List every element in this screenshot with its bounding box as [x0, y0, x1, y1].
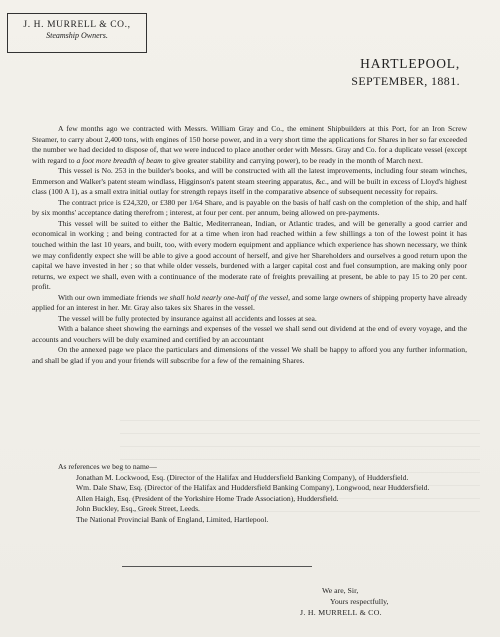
letter-body [32, 124, 467, 367]
dateline-place: HARTLEPOOL, [360, 56, 460, 71]
reference-item: Allen Haigh, Esq. (President of the Yorkshire Home Trade Association), Huddersfield. [76, 493, 339, 503]
reference-item: The National Provincial Bank of England, Limited, Hartlepool. [76, 514, 269, 524]
emphasis-half: we shall hold nearly one-half of the vessel, [159, 292, 291, 302]
reference-item: Wm. Dale Shaw, Esq. (Director of the Halifax and Huddersfield Banking Company), Longwood, near Huddersfield. [76, 483, 430, 493]
paragraph-trades: This vessel will be suited to either the Baltic, Mediterranean, Indian, or Atlantic trades, and will be generally a good carrier and economical in working ; and being contracted for at a time when iron had reached within a few shillings a ton of the lowest point it has touched within the last 10 years, and built, too, with every modern equipment and appliance which experience has shown necessary, we think we may confidently expect she will be able to give a good account of herself, and give her Shareholders and ourselves a good return upon the capital we have invested in her ; so that while older vessels, burdened with a larger capital cost and fuel consumption, are making only poor returns, we expect we shall, even with a continuance of the moderate rate of freights prevailing at present, be able to pay 15 to 20 per cent. profit. [32, 218, 467, 292]
firm-name: J. H. MURRELL & CO., [23, 20, 131, 30]
paragraph-balance: With a balance sheet showing the earnings and expenses of the vessel we shall send out dividend at the end of every voyage, and the accounts and vouchers will be duly examined and certified by an accountant [32, 324, 467, 344]
closing-block [300, 585, 480, 618]
firm-subtitle: Steamship Owners. [46, 31, 108, 40]
references-intro: As references we beg to name— [58, 462, 157, 471]
paragraph-price: The contract price is £24,320, or £380 per 1/64 Share, and is payable on the basis of half cash on the completion of the ship, and half by six months' acceptance dating therefrom ; interest, at four per cent. per annum, being allowed on pre-payments. [32, 197, 467, 218]
reference-item: John Buckley, Esq., Greek Street, Leeds. [76, 504, 200, 514]
closing-salutation: We are, Sir, [322, 586, 359, 595]
paragraph-contract: A few months ago we contracted with Messrs. William Gray and Co., the eminent Shipbuilders at this Port, for an Iron Screw Steamer, to carry about 2,400 tons, with engines of 150 horse power, and in a very short time the applications for Shares in her so far exceeded the number we had decided to dispose of, that we were induced to place another order with Messrs. Gray and Co. for a duplicate vessel (except with regard to a foot more breadth of beam to give greater stability and carrying power), to be ready in the month of March next. [32, 124, 467, 165]
paragraph-construction: This vessel is No. 253 in the builder's books, and will be constructed with all the latest improvements, including four steam winches, Emmerson and Walker's patent steam windlass, Higginson's patent steam steering apparatus, &c., and will be built in excess of Lloyd's highest class (100 A 1), as a small extra initial outlay for strength repays itself in the comparative absence of subsequent necessity for repairs. [32, 166, 467, 197]
paragraph-insurance: The vessel will be fully protected by insurance against all accidents and losses at sea. [58, 313, 317, 323]
divider-rule [122, 566, 312, 567]
show-through-text [150, 38, 470, 53]
references-list [58, 462, 466, 526]
letterhead-box [7, 13, 147, 53]
closing-valediction: Yours respectfully, [330, 597, 389, 606]
dateline-date: SEPTEMBER, 1881. [351, 74, 460, 88]
reference-item: Jonathan M. Lockwood, Esq. (Director of the Halifax and Huddersfield Banking Company), of Huddersfield. [76, 472, 409, 482]
emphasis-beam: a foot more breadth of beam [76, 155, 163, 165]
paragraph-friends: With our own immediate friends we shall hold nearly one-half of the vessel, and some large owners of shipping property have already applied for an interest in her. Mr. Gray also takes six Shares in the vessel. [32, 292, 467, 313]
paragraph-annexed: On the annexed page we place the particulars and dimensions of the vessel We shall be happy to afford you any further information, and shall be glad if you and your friends will subscribe for a few of the remaining Shares. [32, 345, 467, 366]
closing-signature: J. H. MURRELL & CO. [300, 608, 382, 617]
